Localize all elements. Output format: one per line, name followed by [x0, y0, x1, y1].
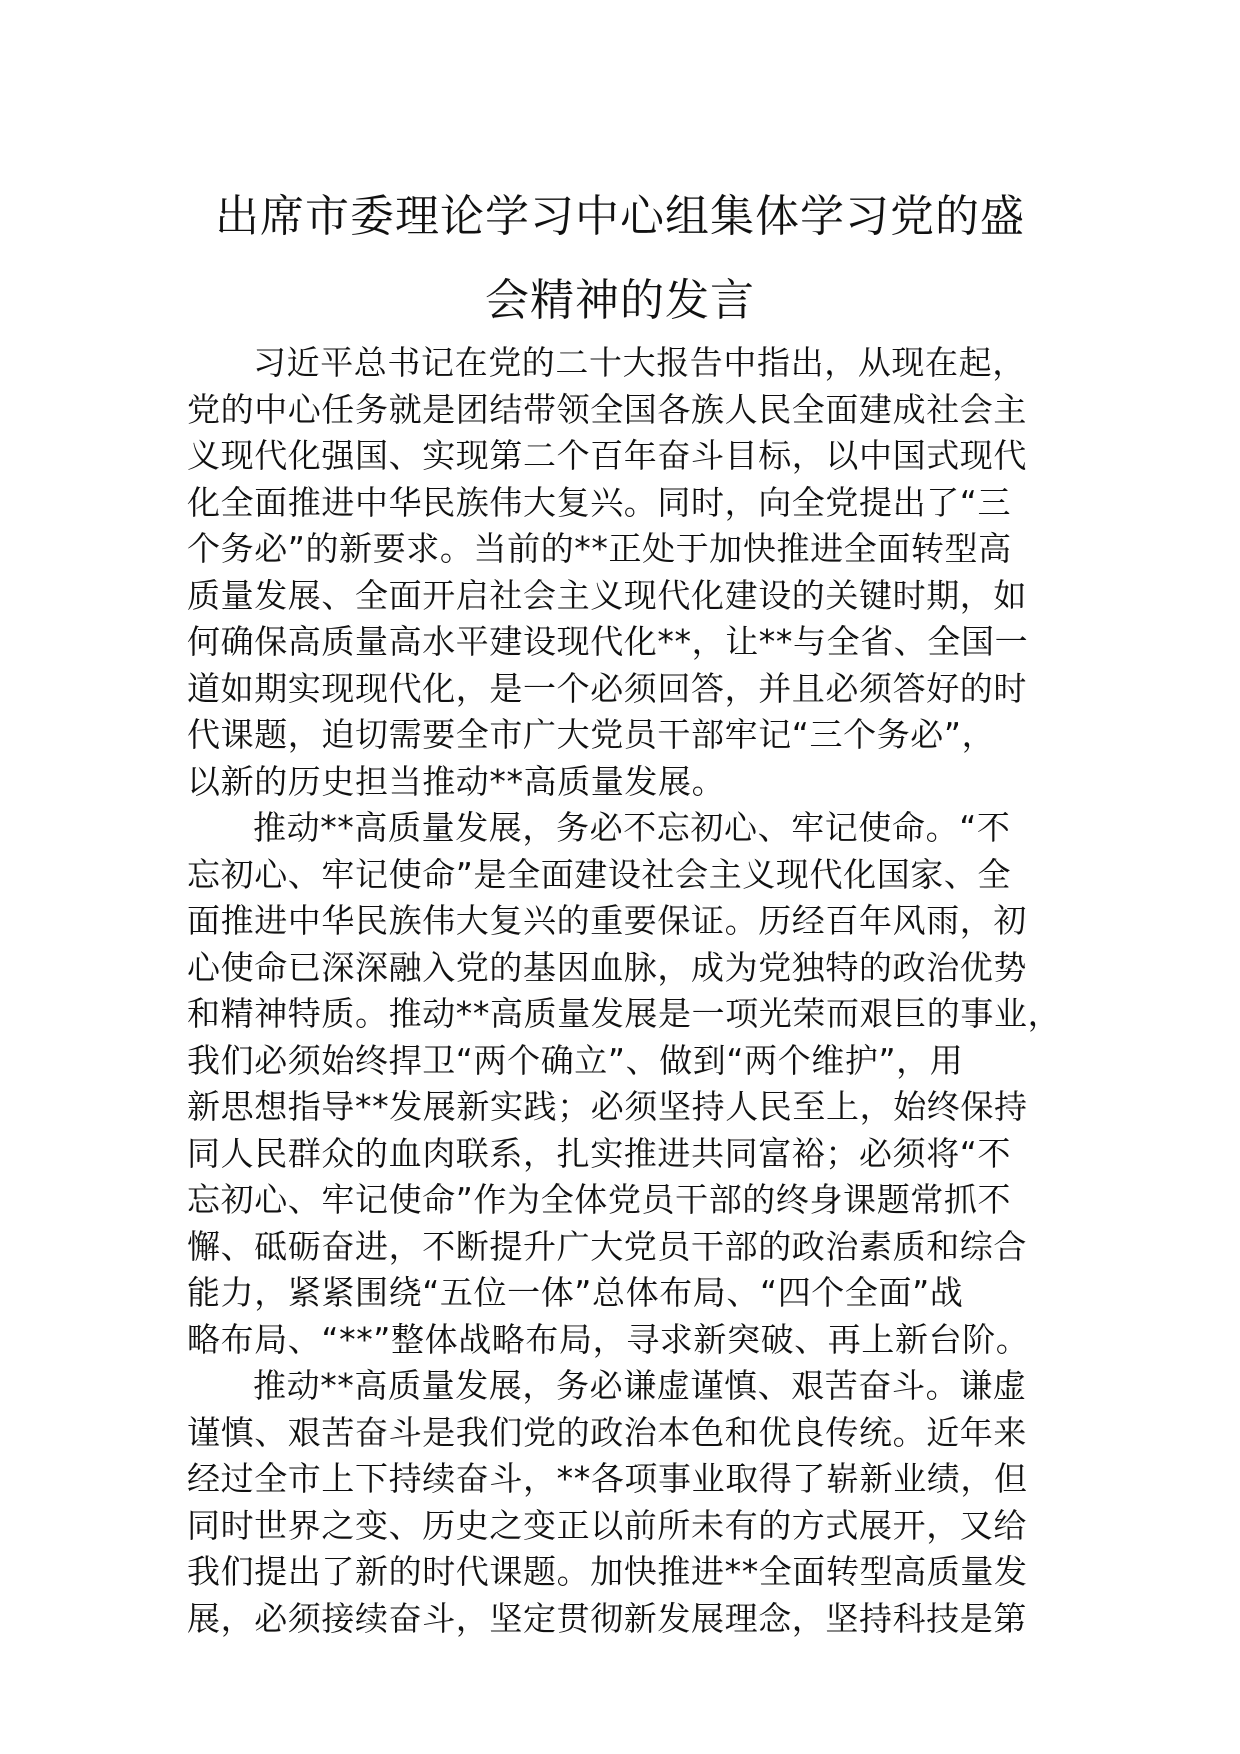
text-line: 道如期实现现代化，是一个必须回答，并且必须答好的时 [187, 668, 1027, 708]
text-line: 略布局、“**”整体战略布局，寻求新突破、再上新台阶。 [187, 1319, 1030, 1359]
text-line: 面推进中华民族伟大复兴的重要保证。历经百年风雨，初 [187, 901, 1027, 940]
text-line: 我们必须始终捍卫“两个确立”、做到“两个维护”，用 [187, 1040, 964, 1080]
paragraph-1 [187, 340, 1067, 805]
text-line: 忘初心、牢记使命”作为全体党员干部的终身课题常抓不 [187, 1180, 1012, 1219]
text-line: 个务必”的新要求。当前的**正处于加快推进全面转型高 [187, 529, 1012, 568]
text-line: 化全面推进中华民族伟大复兴。同时，向全党提出了“三 [187, 482, 1012, 522]
text-line: 以新的历史担当推动**高质量发展。 [187, 761, 726, 801]
text-line: 推动**高质量发展，务必谦虚谨慎、艰苦奋斗。谦虚 [253, 1366, 1027, 1405]
text-line: 我们提出了新的时代课题。加快推进**全面转型高质量发 [187, 1552, 1028, 1591]
text-line: 质量发展、全面开启社会主义现代化建设的关键时期，如 [187, 575, 1027, 615]
paragraph-2 [187, 805, 1067, 1363]
text-line: 心使命已深深融入党的基因血脉，成为党独特的政治优势 [187, 947, 1027, 987]
text-line: 同人民群众的血肉联系，扎实推进共同富裕；必须将“不 [187, 1133, 1012, 1173]
text-line: 习近平总书记在党的二十大报告中指出，从现在起， [253, 343, 1026, 382]
title-line: 会精神的发言 [485, 275, 755, 326]
text-line: 懈、砥砺奋进，不断提升广大党员干部的政治素质和综合 [187, 1226, 1027, 1266]
text-line: 党的中心任务就是团结带领全国各族人民全面建成社会主 [187, 389, 1027, 429]
text-line: 忘初心、牢记使命”是全面建设社会主义现代化国家、全 [187, 854, 1012, 894]
paragraph-3 [187, 1363, 1067, 1642]
text-line: 经过全市上下持续奋斗，**各项事业取得了崭新业绩，但 [187, 1459, 1028, 1498]
document-body [187, 340, 1067, 1642]
text-line: 何确保高质量高水平建设现代化**，让**与全省、全国一 [187, 622, 1029, 661]
text-line: 能力，紧紧围绕“五位一体”总体布局、“四个全面”战 [187, 1273, 964, 1312]
text-line: 推动**高质量发展，务必不忘初心、牢记使命。“不 [253, 808, 1011, 847]
text-line: 展，必须接续奋斗，坚定贯彻新发展理念，坚持科技是第 [187, 1598, 1027, 1638]
text-line: 新思想指导**发展新实践；必须坚持人民至上，始终保持 [187, 1087, 1028, 1126]
text-line: 同时世界之变、历史之变正以前所未有的方式展开，又给 [187, 1505, 1027, 1545]
text-line: 和精神特质。推动**高质量发展是一项光荣而艰巨的事业， [187, 994, 1062, 1033]
text-line: 义现代化强国、实现第二个百年奋斗目标，以中国式现代 [187, 436, 1027, 475]
text-line: 代课题，迫切需要全市广大党员干部牢记“三个务必”， [187, 715, 996, 754]
document-title [150, 175, 1090, 343]
text-line: 谨慎、艰苦奋斗是我们党的政治本色和优良传统。近年来 [187, 1412, 1027, 1452]
title-line: 出席市委理论学习中心组集体学习党的盛 [215, 191, 1025, 242]
